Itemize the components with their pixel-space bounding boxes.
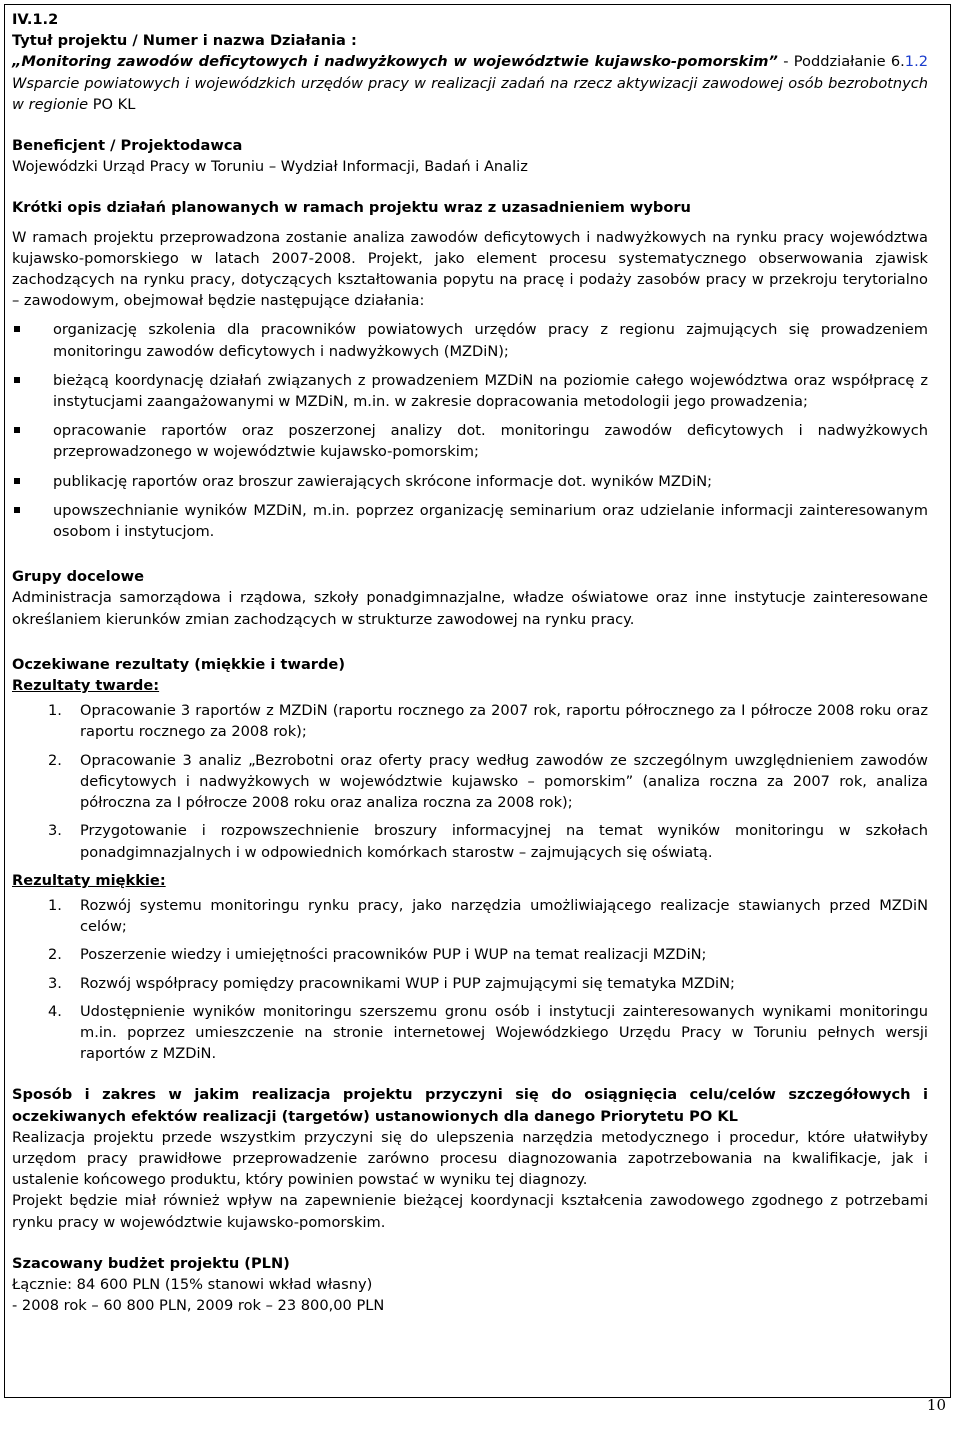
soft-results-list: [12, 895, 928, 1064]
list-item-text: Udostępnienie wyników monitoringu szerszemu gronu osób i instytucji zainteresowanych wynikami monitoringu m.in. poprzez umieszczenie na stronie internetowej Wojewódzkiego Urzędu Pracy w Toruniu pełnych wersji raportów z MZDiN.: [80, 1002, 928, 1063]
list-item: [12, 1001, 928, 1065]
subaction-program: PO KL: [92, 95, 136, 113]
list-item-text: Opracowanie 3 raportów z MZDiN (raportu rocznego za 2007 rok, raportu półrocznego za I półrocze 2008 roku oraz raportu rocznego za 2008 rok);: [80, 702, 928, 741]
hard-results-heading: Rezultaty twarde:: [12, 677, 160, 695]
list-number: 1.: [48, 702, 62, 720]
subaction-text: Wsparcie powiatowych i wojewódzkich urzędów pracy w realizacji zadań na rzecz aktywizacji zawodowej osób bezrobotnych w regionie: [12, 74, 928, 113]
list-item-text: Rozwój systemu monitoringu rynku pracy, jako narzędzia umożliwiającego realizacje stawianych przed MZDiN celów;: [80, 896, 928, 936]
document-body: [12, 9, 928, 1316]
bullet-square-icon: [14, 507, 20, 513]
list-number: 2.: [48, 946, 62, 964]
list-item-text: Przygotowanie i rozpowszechnienie broszury informacyjnej na temat wyników monitoringu w szkołach ponadgimnazjalnych i w odpowiednich komórkach starostw – zajmujących się oświatą.: [80, 822, 928, 861]
method-heading: Sposób i zakres w jakim realizacja projektu przyczyni się do osiągnięcia celu/celów szczegółowych i oczekiwanych efektów realizacji (targetów) ustanowionych dla danego Priorytetu PO KL: [12, 1086, 928, 1125]
list-item-text: Rozwój współpracy pomiędzy pracownikami WUP i PUP zajmującymi się tematyka MZDiN;: [80, 974, 735, 992]
list-item: [12, 700, 928, 742]
target-groups-heading: Grupy docelowe: [12, 568, 145, 586]
project-title: [12, 51, 928, 115]
project-title-text: „Monitoring zawodów deficytowych i nadwyżkowych w województwie kujawsko-pomorskim”: [12, 53, 778, 71]
actions-list: [12, 319, 928, 542]
budget-heading: Szacowany budżet projektu (PLN): [12, 1254, 290, 1272]
list-item-text: Poszerzenie wiedzy i umiejętności pracowników PUP i WUP na temat realizacji MZDiN;: [80, 946, 707, 964]
list-item: [12, 420, 928, 462]
list-number: 1.: [48, 896, 62, 914]
description-heading: Krótki opis działań planowanych w ramach projektu wraz z uzasadnieniem wyboru: [12, 199, 691, 217]
list-item: [12, 820, 928, 862]
hard-results-list: [12, 700, 928, 862]
list-item: [12, 973, 928, 994]
page-number: 10: [926, 1396, 946, 1414]
list-item-text: Opracowanie 3 analiz „Bezrobotni oraz oferty pracy według zawodów ze szczególnym uwzględnieniem zawodów deficytowych i nadwyżkowych w województwie kujawsko – pomorskim” (analiza roczna za 2007 rok, analiza półroczna za I półrocze 2008 roku oraz analiza roczna za 2008 rok);: [80, 751, 928, 812]
subaction-number: 1.2: [904, 53, 928, 71]
title-label: Tytuł projektu / Numer i nazwa Działania :: [12, 32, 357, 50]
method-paragraph-2: Projekt będzie miał również wpływ na zapewnienie bieżącej koordynacji kształcenia zawodowego zgodnego z potrzebami rynku pracy w województwie kujawsko-pomorskim.: [12, 1192, 928, 1231]
list-item-text: upowszechnianie wyników MZDiN, m.in. poprzez organizację seminarium oraz udzielanie informacji zainteresowanym osobom i instytucjom.: [53, 501, 928, 541]
section-number: IV.1.2: [12, 11, 59, 28]
list-item: [12, 500, 928, 542]
bullet-square-icon: [14, 326, 20, 332]
list-number: 3.: [48, 974, 62, 992]
beneficiary-heading: Beneficjent / Projektodawca: [12, 137, 243, 155]
method-paragraph-1: Realizacja projektu przede wszystkim przyczyni się do ulepszenia narzędzia metodycznego i procedur, które ułatwiłyby urzędom pracy prawidłowe przeprowadzenie zarówno procesu diagnozowania zapotrzebowania na kwalifikacje, jak i ustalenie końcowego produktu, który powinien powstać w wyniku tej diagnozy.: [12, 1128, 928, 1189]
beneficiary-text: Wojewódzki Urząd Pracy w Toruniu – Wydział Informacji, Badań i Analiz: [12, 158, 528, 176]
list-item-text: bieżącą koordynację działań związanych z prowadzeniem MZDiN na poziomie całego województwa oraz współpracę z instytucjami zaangażowanymi w MZDiN, m.in. w zakresie dopracowania metodologii jego prowadzenia;: [53, 371, 928, 411]
list-number: 4.: [48, 1002, 62, 1020]
soft-results-heading: Rezultaty miękkie:: [12, 871, 166, 889]
list-item: [12, 319, 928, 361]
subaction-prefix: Poddziałanie 6.: [793, 53, 905, 71]
description-intro: W ramach projektu przeprowadzona zostanie analiza zawodów deficytowych i nadwyżkowych na rynku pracy województwa kujawsko-pomorskiego w latach 2007-2008. Projekt, jako element procesu systematycznego obserwowania zjawisk zachodzących na rynku pracy, dotyczących kształtowania popytu na pracę i podaży zasobów pracy w przekroju terytorialno – zawodowym, obejmował będzie następujące działania:: [12, 228, 928, 310]
results-heading: Oczekiwane rezultaty (miękkie i twarde): [12, 655, 345, 673]
list-item-text: publikację raportów oraz broszur zawierających skrócone informacje dot. wyników MZDiN;: [53, 472, 713, 490]
list-item-text: organizację szkolenia dla pracowników powiatowych urzędów pracy z regionu zajmujących się prowadzeniem monitoringu zawodów deficytowych i nadwyżkowych (MZDiN);: [53, 321, 928, 360]
budget-breakdown: - 2008 rok – 60 800 PLN, 2009 rok – 23 800,00 PLN: [12, 1297, 385, 1315]
list-number: 2.: [48, 751, 62, 769]
list-item: [12, 370, 928, 412]
title-separator: -: [777, 53, 794, 71]
list-item: [12, 750, 928, 814]
target-groups-text: Administracja samorządowa i rządowa, szkoły ponadgimnazjalne, władze oświatowe oraz inne instytucje zainteresowane określaniem kierunków zmian zachodzących w strukturze zawodowej na rynku pracy.: [12, 589, 928, 628]
bullet-square-icon: [14, 478, 20, 484]
list-item: [12, 471, 928, 492]
list-item-text: opracowanie raportów oraz poszerzonej analizy dot. monitoringu zawodów deficytowych i nadwyżkowych przeprowadzonego w województwie kujawsko-pomorskim;: [53, 422, 928, 461]
list-number: 3.: [48, 822, 62, 840]
list-item: [12, 944, 928, 965]
list-item: [12, 895, 928, 937]
budget-total: Łącznie: 84 600 PLN (15% stanowi wkład własny): [12, 1275, 373, 1293]
bullet-square-icon: [14, 377, 20, 383]
bullet-square-icon: [14, 427, 20, 433]
